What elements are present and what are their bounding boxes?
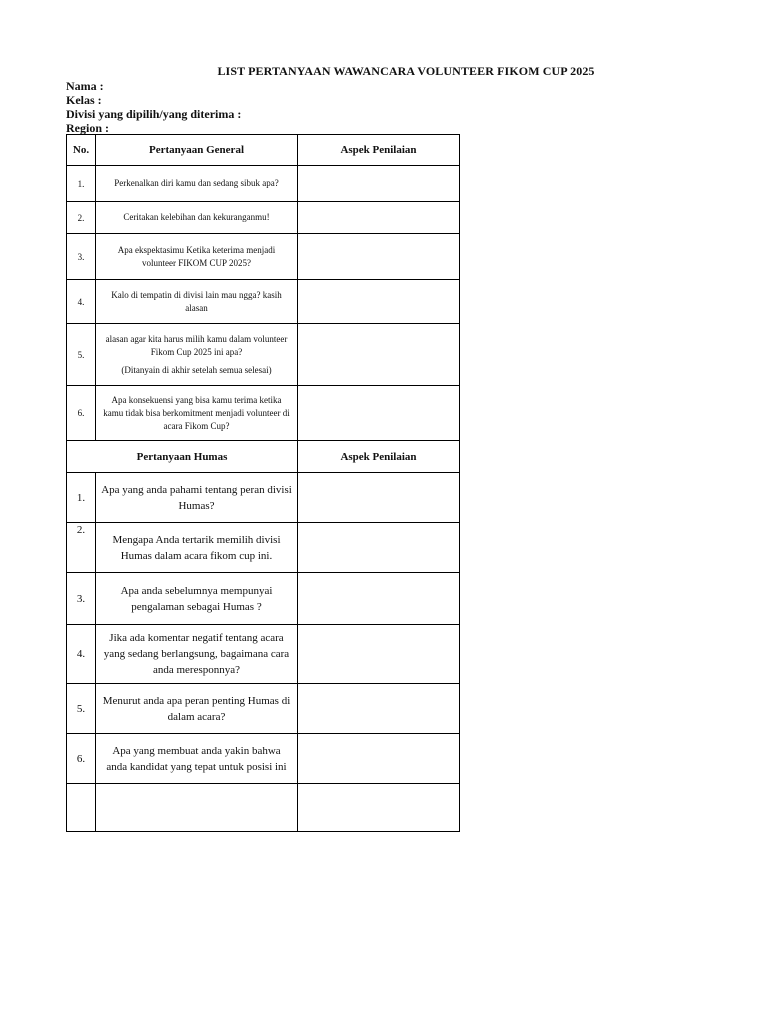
table-row xyxy=(67,523,460,573)
table-row xyxy=(67,573,460,625)
general-header-row xyxy=(67,135,460,166)
question-text: Apa anda sebelumnya mempunyai pengalaman sebagai Humas ? xyxy=(96,573,298,625)
aspect-cell[interactable] xyxy=(298,625,460,684)
aspect-cell[interactable] xyxy=(298,166,460,202)
col-aspect-header: Aspek Penilaian xyxy=(298,441,460,473)
row-number: 4. xyxy=(67,280,96,324)
field-divisi: Divisi yang dipilih/yang diterima : xyxy=(66,107,242,121)
field-nama: Nama : xyxy=(66,79,104,93)
aspect-cell[interactable] xyxy=(298,473,460,523)
row-number: 2. xyxy=(67,523,96,573)
row-number: 1. xyxy=(67,473,96,523)
applicant-fields xyxy=(66,79,241,135)
table-row xyxy=(67,166,460,202)
row-number: 6. xyxy=(67,386,96,441)
question-text: Kalo di tempatin di divisi lain mau ngga? kasih alasan xyxy=(96,280,298,324)
row-number: 2. xyxy=(67,202,96,234)
row-number: 4. xyxy=(67,625,96,684)
question-cell xyxy=(96,324,298,386)
table-row xyxy=(67,473,460,523)
aspect-cell[interactable] xyxy=(298,386,460,441)
table-row xyxy=(67,625,460,684)
row-number: 5. xyxy=(67,684,96,734)
col-no-header: No. xyxy=(67,135,96,166)
row-number: 3. xyxy=(67,234,96,280)
aspect-cell[interactable] xyxy=(298,324,460,386)
aspect-cell[interactable] xyxy=(298,280,460,324)
aspect-cell[interactable] xyxy=(298,523,460,573)
row-number: 5. xyxy=(67,324,96,386)
empty-row xyxy=(67,784,460,832)
table-row xyxy=(67,324,460,386)
table-row xyxy=(67,280,460,324)
field-kelas: Kelas : xyxy=(66,93,102,107)
question-text: Apa konsekuensi yang bisa kamu terima ketika kamu tidak bisa berkomitment menjadi volunteer di acara Fikom Cup? xyxy=(96,386,298,441)
interview-table xyxy=(66,134,460,832)
empty-cell[interactable] xyxy=(96,784,298,832)
question-text: alasan agar kita harus milih kamu dalam volunteer Fikom Cup 2025 ini apa? xyxy=(105,333,288,357)
question-text: Menurut anda apa peran penting Humas di dalam acara? xyxy=(96,684,298,734)
row-number: 3. xyxy=(67,573,96,625)
question-text: Jika ada komentar negatif tentang acara yang sedang berlangsung, bagaimana cara anda meresponnya? xyxy=(96,625,298,684)
question-text: Apa yang membuat anda yakin bahwa anda kandidat yang tepat untuk posisi ini xyxy=(96,734,298,784)
aspect-cell[interactable] xyxy=(298,234,460,280)
question-text: Perkenalkan diri kamu dan sedang sibuk apa? xyxy=(96,166,298,202)
table-row xyxy=(67,734,460,784)
table-row xyxy=(67,202,460,234)
row-number: 1. xyxy=(67,166,96,202)
document-title: LIST PERTANYAAN WAWANCARA VOLUNTEER FIKOM CUP 2025 xyxy=(217,64,595,78)
table-row xyxy=(67,684,460,734)
col-humas-question-header: Pertanyaan Humas xyxy=(67,441,298,473)
empty-cell[interactable] xyxy=(298,784,460,832)
aspect-cell[interactable] xyxy=(298,734,460,784)
question-text: Apa ekspektasimu Ketika keterima menjadi volunteer FIKOM CUP 2025? xyxy=(96,234,298,280)
empty-cell xyxy=(67,784,96,832)
col-aspect-header: Aspek Penilaian xyxy=(298,135,460,166)
question-text: Apa yang anda pahami tentang peran divisi Humas? xyxy=(96,473,298,523)
humas-header-row xyxy=(67,441,460,473)
question-text: Mengapa Anda tertarik memilih divisi Humas dalam acara fikom cup ini. xyxy=(96,523,298,573)
table-row xyxy=(67,386,460,441)
question-note: (Ditanyain di akhir setelah semua selesai) xyxy=(121,364,272,375)
question-text: Ceritakan kelebihan dan kekuranganmu! xyxy=(96,202,298,234)
aspect-cell[interactable] xyxy=(298,684,460,734)
table-row xyxy=(67,234,460,280)
row-number: 6. xyxy=(67,734,96,784)
aspect-cell[interactable] xyxy=(298,202,460,234)
aspect-cell[interactable] xyxy=(298,573,460,625)
field-region: Region : xyxy=(66,121,109,135)
col-general-question-header: Pertanyaan General xyxy=(96,135,298,166)
